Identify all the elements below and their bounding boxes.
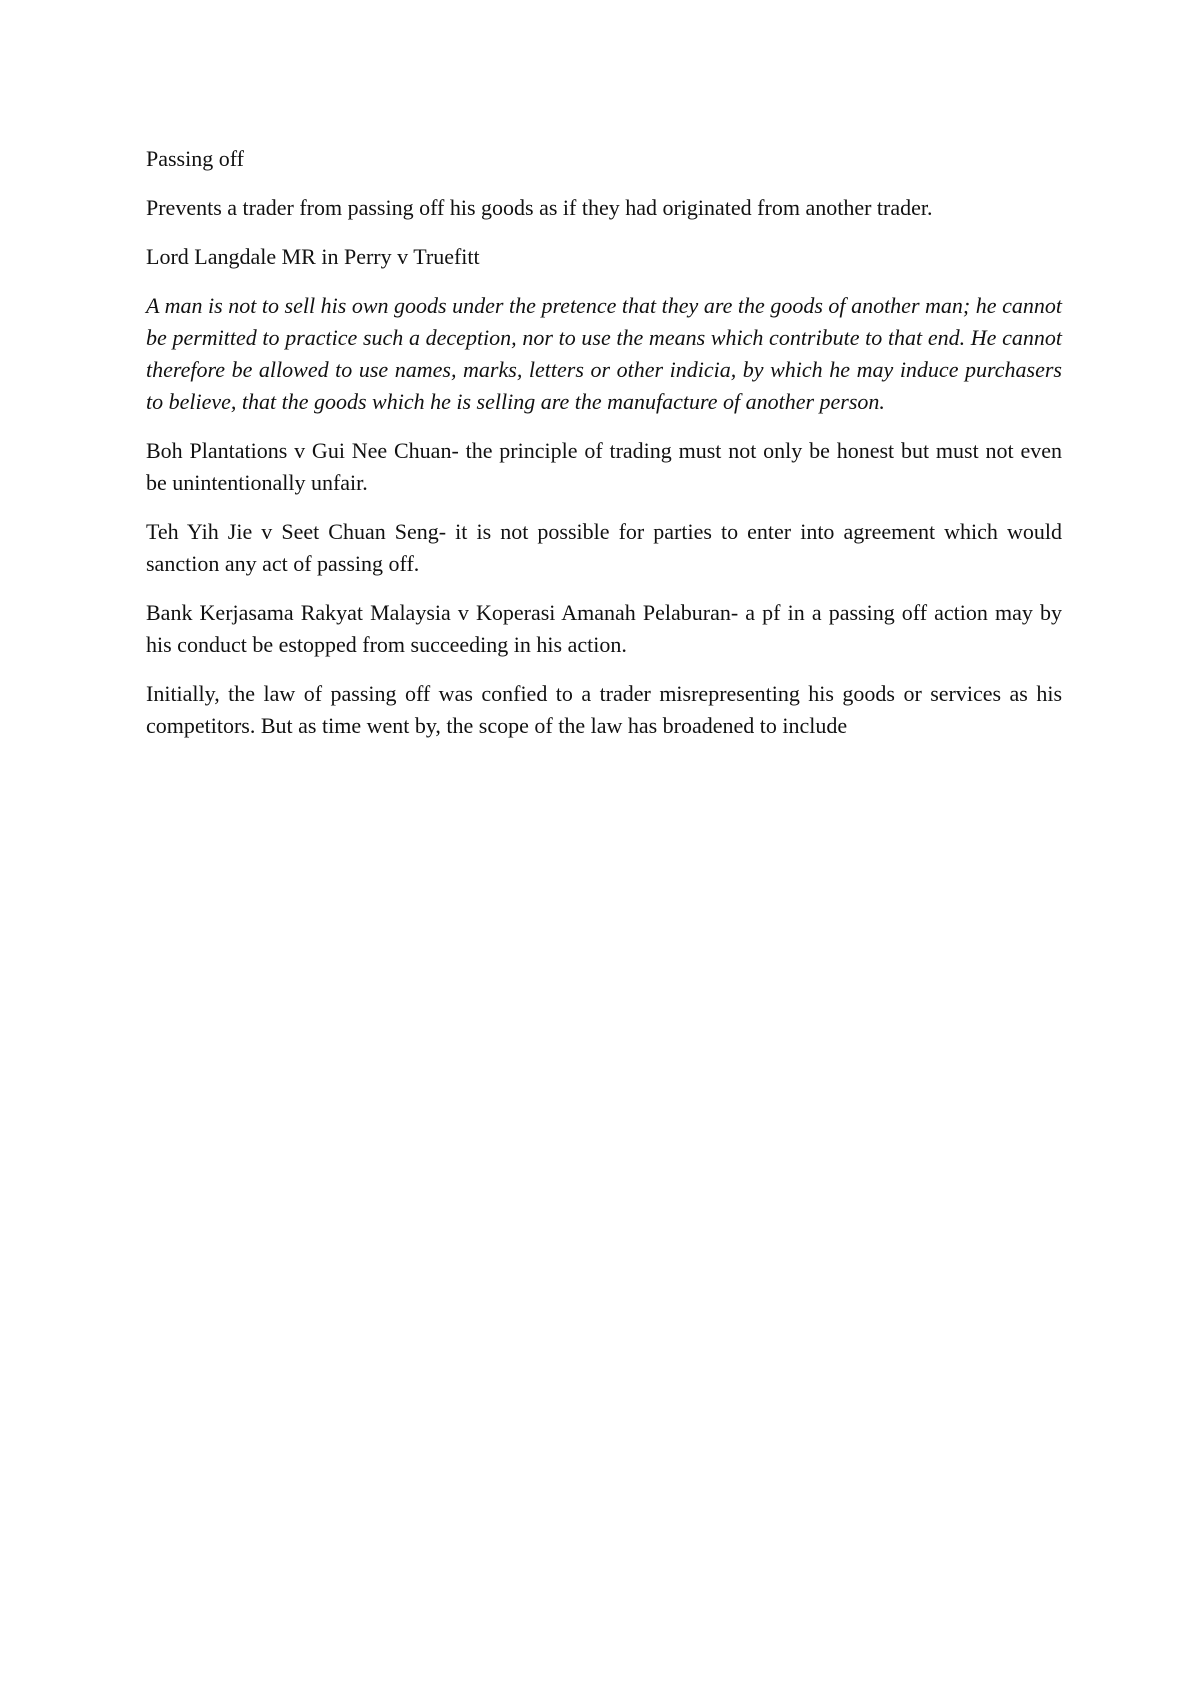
quote-paragraph: A man is not to sell his own goods under the pretence that they are the goods of another man; he cannot be permitted to practice such a deception, nor to use the means which contribute to that end. He cannot therefore be allowed to use names, marks, letters or other indicia, by which he may induce purchasers to believe, that the goods which he is selling are the manufacture of another person. bbox=[146, 293, 1062, 414]
case-paragraph-teh-yih-jie: Teh Yih Jie v Seet Chuan Seng- it is not possible for parties to enter into agreement which would sanction any act of passing off. bbox=[146, 519, 1062, 576]
definition-paragraph: Prevents a trader from passing off his goods as if they had originated from another trader. bbox=[146, 195, 933, 220]
case-paragraph-boh-plantations: Boh Plantations v Gui Nee Chuan- the principle of trading must not only be honest but must not even be unintentionally unfair. bbox=[146, 438, 1062, 495]
document-heading: Passing off bbox=[146, 146, 244, 171]
closing-paragraph: Initially, the law of passing off was confied to a trader misrepresenting his goods or services as his competitors. But as time went by, the scope of the law has broadened to include bbox=[146, 681, 1062, 738]
quote-source: Lord Langdale MR in Perry v Truefitt bbox=[146, 244, 480, 269]
document-body bbox=[146, 143, 1062, 759]
case-paragraph-bank-kerjasama: Bank Kerjasama Rakyat Malaysia v Koperasi Amanah Pelaburan- a pf in a passing off action may by his conduct be estopped from succeeding in his action. bbox=[146, 600, 1062, 657]
